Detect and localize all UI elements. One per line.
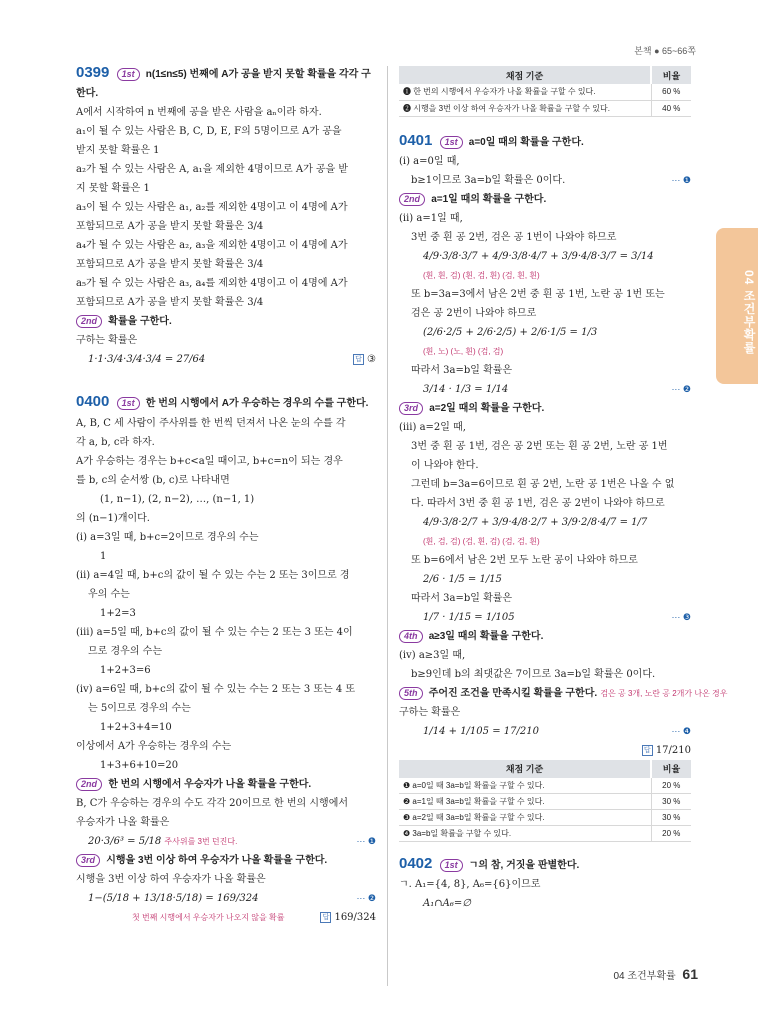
solution-line: (ⅱ) a=1일 때, [399,212,463,224]
table-cell: ❷ 시행을 3번 이상 하여 우승자가 나올 확률을 구할 수 있다. [399,100,651,116]
step-marker: ··· ❶ [356,835,376,846]
answer-box-icon: 답 [320,912,331,923]
annotation-note: (흰, 흰, 검) (흰, 검, 흰) (검, 흰, 흰) [423,270,540,280]
step-title: a=2일 때의 확률을 구한다. [429,402,545,414]
solution-line: 또 b=6에서 남은 2번 모두 노란 공이 나와야 하므로 [411,554,638,566]
solution-line: (ⅰ) a=0일 때, [399,155,460,167]
table-cell: 30 % [651,810,691,826]
solution-line: 1+3+6+10=20 [100,759,179,771]
step-badge: 1st [117,397,140,410]
table-cell: 20 % [651,778,691,794]
solution-line: 따라서 3a=b일 확률은 [411,364,513,376]
solution-line: 1+2+3+4=10 [100,721,172,733]
solution-line: A₁∩A₆=∅ [423,898,471,909]
answer-mark [353,350,376,369]
solution-line: (ⅲ) a=2일 때, [399,421,466,433]
step-title: a=1일 때의 확률을 구한다. [431,193,547,205]
table-row [399,826,691,842]
step-badge: 2nd [76,778,102,791]
solution-line: (ⅳ) a=6일 때, b+c의 값이 될 수 있는 수는 2 또는 3 또는 4 또 [76,683,356,695]
table-cell: ❷ a=1일 때 3a=b일 확률을 구할 수 있다. [399,794,651,810]
formula: 1/14 + 1/105 = 17/210 [423,725,539,737]
solution-line: 3번 중 흰 공 1번, 검은 공 2번 또는 흰 공 2번, 노란 공 1번 [411,440,668,452]
solution-line: ㄱ. A₁={4, 8}, A₆={6}이므로 [399,879,541,890]
answer-value: 17/210 [655,744,691,756]
step-badge: 3rd [399,402,423,415]
step-marker: ··· ❷ [356,892,376,903]
formula: 20·3/6³ = 5/18 [88,835,162,847]
problem-0400-heading [76,393,376,414]
solution-line: B, C가 우승하는 경우의 수도 각각 20이므로 한 번의 시행에서 [76,797,349,809]
formula-line [399,722,691,741]
solution-line: A, B, C 세 사람이 주사위를 한 번씩 던져서 나온 눈의 수를 각 [76,417,346,429]
step-title: 주어진 조건을 만족시킬 확률을 구한다. [428,687,598,699]
solution-line: 1 [100,550,107,562]
table-cell: ❶ 한 번의 시행에서 우승자가 나올 확률을 구할 수 있다. [399,84,651,100]
solution-line: 므로 경우의 수는 [88,645,162,657]
solution-line: 받지 못할 확률은 1 [76,145,160,156]
solution-line: (ⅱ) a=4일 때, b+c의 값이 될 수 있는 수는 2 또는 3이므로 경 [76,569,350,581]
step-title: 한 번의 시행에서 우승자가 나올 확률을 구한다. [108,778,312,790]
solution-line: (ⅳ) a≥3일 때, [399,649,466,661]
step-badge: 2nd [76,315,102,328]
step-heading [76,775,376,794]
annotation-note: (흰, 검, 검) (검, 흰, 검) (검, 검, 흰) [423,536,540,546]
formula: 3/14 · 1/3 = 1/14 [423,383,509,395]
grading-table-0401 [399,760,691,843]
table-cell: 60 % [651,84,691,100]
table-header: 비율 [651,760,691,778]
solution-line: 구하는 확률은 [76,335,138,346]
solution-line: 를 b, c의 순서쌍 (b, c)로 나타내면 [76,474,230,486]
solution-line: 그런데 b=3a=6이므로 흰 공 2번, 노란 공 1번은 나올 수 없 [411,478,675,490]
step-title: a≥3일 때의 확률을 구한다. [428,630,544,642]
table-cell: ❶ a=0일 때 3a=b일 확률을 구할 수 있다. [399,778,651,794]
step-heading [399,684,728,703]
step-badge: 5th [399,687,423,700]
formula-line [76,832,376,851]
table-cell: ❹ 3a=b일 확률을 구할 수 있다. [399,826,651,842]
answer-value: 169/324 [334,911,376,923]
solution-line [399,171,691,190]
problem-number: 0399 [76,64,110,81]
solution-line: a₅가 될 수 있는 사람은 a₃, a₄를 제외한 4명이고 이 4명에 A가 [76,278,348,289]
table-header: 채점 기준 [399,66,651,84]
solution-line: 각 a, b, c라 하자. [76,436,155,448]
step-heading [399,190,691,209]
solution-line: 구하는 확률은 [399,706,461,718]
solution-line: (ⅰ) a=3일 때, b+c=2이므로 경우의 수는 [76,531,259,543]
problem-0399-heading [76,64,376,103]
solution-line: (ⅲ) a=5일 때, b+c의 값이 될 수 있는 수는 2 또는 3 또는 4이 [76,626,353,638]
step-title: ㄱ의 참, 거짓을 판별한다. [468,860,580,871]
table-row [399,810,691,826]
problem-number: 0401 [399,131,433,149]
step-marker: ··· ❶ [671,174,691,185]
formula-line: 2/6 · 1/5 = 1/15 [423,573,502,585]
step-marker: ··· ❹ [671,725,691,736]
step-title: 한 번의 시행에서 A가 우승하는 경우의 수를 구한다. [145,398,369,409]
formula: 1−(5/18 + 13/18·5/18) = 169/324 [88,892,259,904]
annotation-note: 주사위를 3번 던진다. [164,836,238,846]
page-reference: 본책 ● 65~66쪽 [634,46,696,56]
annotation-note: (흰, 노) (노, 흰) (검, 검) [423,346,504,356]
table-cell: 40 % [651,100,691,116]
solution-line: A에서 시작하여 n 번째에 공을 받은 사람을 aₙ이라 하자. [76,107,322,118]
problem-0401-heading [399,131,691,152]
page-number: 61 [682,966,698,982]
solution-line: 시행을 3번 이상 하여 우승자가 나올 확률은 [76,873,266,885]
step-title: a=0일 때의 확률을 구한다. [468,136,584,148]
step-marker: ··· ❷ [671,383,691,394]
solution-text: b≥1이므로 3a=b일 확률은 0이다. [411,174,566,186]
answer-box-icon: 답 [642,745,653,756]
solution-line: 이상에서 A가 우승하는 경우의 수는 [76,740,232,752]
solution-line: 다. 따라서 3번 중 흰 공 1번, 검은 공 2번이 나와야 하므로 [411,497,665,509]
solution-line: (1, n−1), (2, n−2), …, (n−1, 1) [100,493,255,505]
answer-mark [642,741,691,760]
table-row [399,794,691,810]
table-cell: 20 % [651,826,691,842]
table-cell: ❸ a=2일 때 3a=b일 확률을 구할 수 있다. [399,810,651,826]
answer-box-icon: 답 [353,354,364,365]
problem-number: 0402 [399,855,433,872]
solution-line: 포함되므로 A가 공을 받지 못할 확률은 3/4 [76,297,264,308]
step-heading [399,627,691,646]
column-divider [387,66,388,986]
solution-line: a₂가 될 수 있는 사람은 A, a₁을 제외한 4명이므로 A가 공을 받 [76,164,349,175]
annotation-note: 첫 번째 시행에서 우승자가 나오지 않을 확률 [132,912,285,922]
step-badge: 1st [440,859,463,872]
formula: 1·1·3/4·3/4·3/4 = 27/64 [88,354,206,365]
chapter-side-tab[interactable]: 04 조건부확률 [716,228,758,384]
solution-line: 1+2+3=6 [100,664,151,676]
table-row [399,778,691,794]
problem-number: 0400 [76,393,110,410]
answer-value: ③ [367,354,376,365]
table-row [399,84,691,100]
table-row [399,100,691,116]
problem-0402-heading [399,854,691,875]
step-badge: 2nd [399,193,425,206]
right-column [399,66,728,913]
solution-line: a₄가 될 수 있는 사람은 a₂, a₃을 제외한 4명이고 이 4명에 A가 [76,240,348,251]
step-heading [76,851,376,870]
solution-line: A가 우승하는 경우는 b+c<a일 때이고, b+c=n이 되는 경우 [76,455,343,467]
footer-chapter: 04 조건부확률 [613,971,676,982]
solution-line: 우승자가 나올 확률은 [76,816,170,828]
formula: 1/7 · 1/15 = 1/105 [423,611,515,623]
solution-line: 또 b=3a=3에서 남은 2번 중 흰 공 1번, 노란 공 1번 또는 [411,288,665,300]
solution-line: 우의 수는 [88,588,130,600]
formula-line [399,380,691,399]
formula-line [76,889,376,908]
grading-table-0400 [399,66,691,117]
solution-line: 는 5이므로 경우의 수는 [88,702,191,714]
solution-line: a₁이 될 수 있는 사람은 B, C, D, E, F의 5명이므로 A가 공을 [76,126,342,137]
solution-line: 검은 공 2번이 나와야 하므로 [411,307,537,319]
formula-line: (2/6·2/5 + 2/6·2/5) + 2/6·1/5 = 1/3 [423,326,598,338]
step-title: n(1≤n≤5) 번째에 A가 공을 받지 못할 확률을 각각 구한다. [76,69,371,99]
formula-line: 4/9·3/8·2/7 + 3/9·4/8·2/7 + 3/9·2/8·4/7 = 1/7 [423,516,648,528]
solution-line: a₃이 될 수 있는 사람은 a₁, a₂를 제외한 4명이고 이 4명에 A가 [76,202,348,213]
formula-line: 4/9·3/8·3/7 + 4/9·3/8·4/7 + 3/9·4/8·3/7 = 3/14 [423,250,654,262]
step-marker: ··· ❸ [671,611,691,622]
step-badge: 1st [117,68,140,81]
step-heading [399,399,691,418]
formula-line [76,350,376,369]
solution-line: 의 (n−1)개이다. [76,512,150,524]
step-badge: 3rd [76,854,100,867]
solution-line: 포함되므로 A가 공을 받지 못할 확률은 3/4 [76,221,264,232]
solution-line: 1+2=3 [100,607,136,619]
table-cell: 30 % [651,794,691,810]
step-title: 시행을 3번 이상 하여 우승자가 나올 확률을 구한다. [106,854,328,866]
answer-mark [320,908,376,927]
solution-line: 지 못할 확률은 1 [76,183,150,194]
formula-annotation-row [76,908,376,927]
solution-line: 3번 중 흰 공 2번, 검은 공 1번이 나와야 하므로 [411,231,617,243]
step-title: 확률을 구한다. [108,316,172,327]
solution-line: 따라서 3a=b일 확률은 [411,592,513,604]
annotation-note: 검은 공 3개, 노란 공 2개가 나온 경우 [600,688,728,698]
solution-line: b≥9인데 b의 최댓값은 7이므로 3a=b일 확률은 0이다. [411,668,656,680]
page-footer [613,966,698,982]
solution-line: 이 나와야 한다. [411,459,479,471]
table-header: 비율 [651,66,691,84]
solution-line: 포함되므로 A가 공을 받지 못할 확률은 3/4 [76,259,264,270]
step-heading [76,312,376,331]
left-column [76,64,376,927]
step-badge: 4th [399,630,423,643]
table-header: 채점 기준 [399,760,651,778]
formula-line [399,608,691,627]
step-badge: 1st [440,136,463,149]
